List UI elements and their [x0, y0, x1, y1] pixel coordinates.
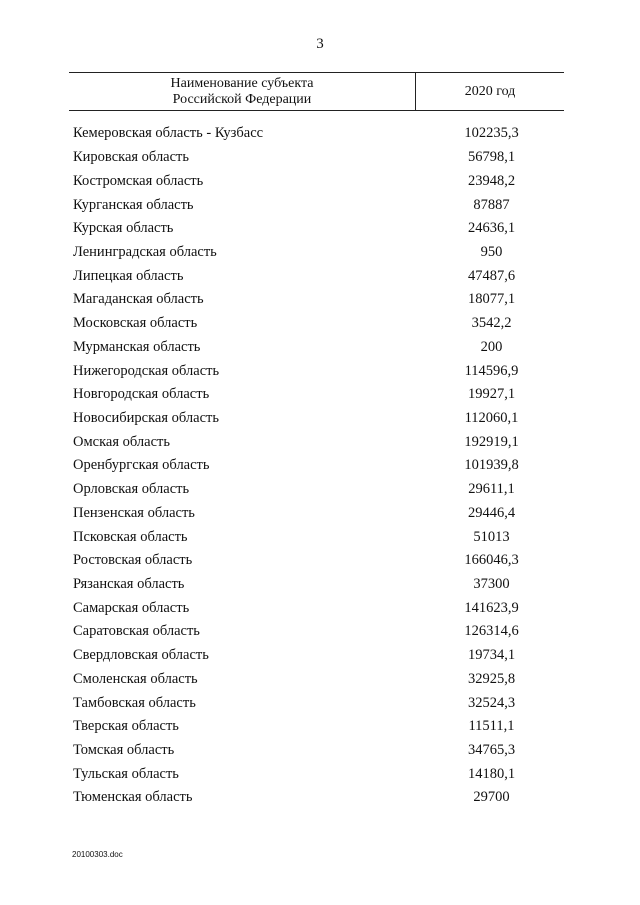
- region-value: 51013: [473, 528, 510, 545]
- region-value: 950: [480, 243, 503, 260]
- region-name: Магаданская область: [73, 291, 204, 308]
- region-value: 32925,8: [467, 670, 516, 687]
- region-value: 37300: [473, 576, 510, 593]
- table-row: [73, 715, 564, 739]
- region-value: 14180,1: [467, 765, 516, 782]
- table-row: [73, 241, 564, 265]
- region-name: Самарская область: [73, 599, 190, 616]
- table-row: [73, 786, 564, 810]
- region-name: Тамбовская область: [73, 694, 196, 711]
- table-row: [73, 454, 564, 478]
- table-row: [73, 620, 564, 644]
- table-row: [73, 549, 564, 573]
- region-value: 200: [480, 338, 503, 355]
- region-name: Московская область: [73, 315, 198, 332]
- header-region-name: [69, 73, 416, 110]
- region-name: Рязанская область: [73, 576, 185, 593]
- region-name: Нижегородская область: [73, 362, 220, 379]
- region-value: 114596,9: [464, 362, 519, 379]
- table-row: [73, 288, 564, 312]
- table-row: [73, 739, 564, 763]
- region-value: 29700: [473, 789, 510, 806]
- region-name: Тверская область: [73, 718, 179, 735]
- region-value: 87887: [473, 196, 510, 213]
- table-row: [73, 478, 564, 502]
- region-value: 101939,8: [464, 457, 519, 474]
- table-row: [73, 762, 564, 786]
- region-value: 11511,1: [468, 718, 515, 735]
- header-year: 2020 год: [464, 83, 516, 99]
- region-value: 102235,3: [464, 125, 519, 142]
- table-header: [69, 72, 564, 111]
- region-name: Кемеровская область - Кузбасс: [73, 125, 264, 142]
- table-row: [73, 596, 564, 620]
- region-value: 23948,2: [467, 172, 516, 189]
- table-row: [73, 525, 564, 549]
- region-name: Тюменская область: [73, 789, 193, 806]
- table-row: [73, 502, 564, 526]
- region-name: Псковская область: [73, 528, 188, 545]
- region-value: 24636,1: [467, 220, 516, 237]
- footer-filename: 20100303.doc: [72, 850, 123, 859]
- region-name: Курская область: [73, 220, 174, 237]
- region-value: 56798,1: [467, 149, 516, 166]
- region-name: Новосибирская область: [73, 409, 219, 426]
- region-name: Ростовская область: [73, 552, 193, 569]
- region-value: 29611,1: [468, 481, 515, 498]
- region-value: 32524,3: [467, 694, 516, 711]
- table-row: [73, 169, 564, 193]
- region-value: 47487,6: [467, 267, 516, 284]
- region-value: 34765,3: [467, 742, 516, 759]
- table-body: [73, 122, 564, 810]
- region-name: Свердловская область: [73, 647, 209, 664]
- region-value: 112060,1: [464, 409, 519, 426]
- table-row: [73, 383, 564, 407]
- table-row: [73, 146, 564, 170]
- header-region-name-line1: Наименование субъекта: [170, 75, 314, 91]
- region-name: Томская область: [73, 742, 175, 759]
- table-row: [73, 335, 564, 359]
- region-name: Мурманская область: [73, 338, 201, 355]
- region-value: 18077,1: [467, 291, 516, 308]
- region-value: 19734,1: [467, 647, 516, 664]
- table-row: [73, 430, 564, 454]
- region-name: Пензенская область: [73, 504, 195, 521]
- region-name: Ленинградская область: [73, 243, 217, 260]
- table-row: [73, 122, 564, 146]
- region-value: 166046,3: [464, 552, 519, 569]
- region-value: 19927,1: [467, 386, 516, 403]
- region-name: Орловская область: [73, 481, 190, 498]
- region-value: 29446,4: [467, 504, 516, 521]
- table-row: [73, 312, 564, 336]
- region-name: Новгородская область: [73, 386, 210, 403]
- region-name: Смоленская область: [73, 670, 198, 687]
- table-row: [73, 644, 564, 668]
- region-value: 126314,6: [464, 623, 519, 640]
- region-name: Костромская область: [73, 172, 204, 189]
- region-name: Курганская область: [73, 196, 194, 213]
- region-value: 3542,2: [471, 315, 512, 332]
- region-name: Оренбургская область: [73, 457, 210, 474]
- table-row: [73, 668, 564, 692]
- region-name: Саратовская область: [73, 623, 200, 640]
- table-row: [73, 691, 564, 715]
- region-value: 192919,1: [464, 433, 519, 450]
- table-row: [73, 193, 564, 217]
- region-name: Омская область: [73, 433, 170, 450]
- region-name: Липецкая область: [73, 267, 184, 284]
- table-row: [73, 407, 564, 431]
- table-row: [73, 573, 564, 597]
- table-row: [73, 359, 564, 383]
- page-number: 3: [316, 36, 324, 52]
- table-row: [73, 264, 564, 288]
- header-region-name-line2: Российской Федерации: [172, 91, 312, 107]
- region-name: Тульская область: [73, 765, 179, 782]
- table-row: [73, 217, 564, 241]
- region-name: Кировская область: [73, 149, 190, 166]
- region-value: 141623,9: [464, 599, 519, 616]
